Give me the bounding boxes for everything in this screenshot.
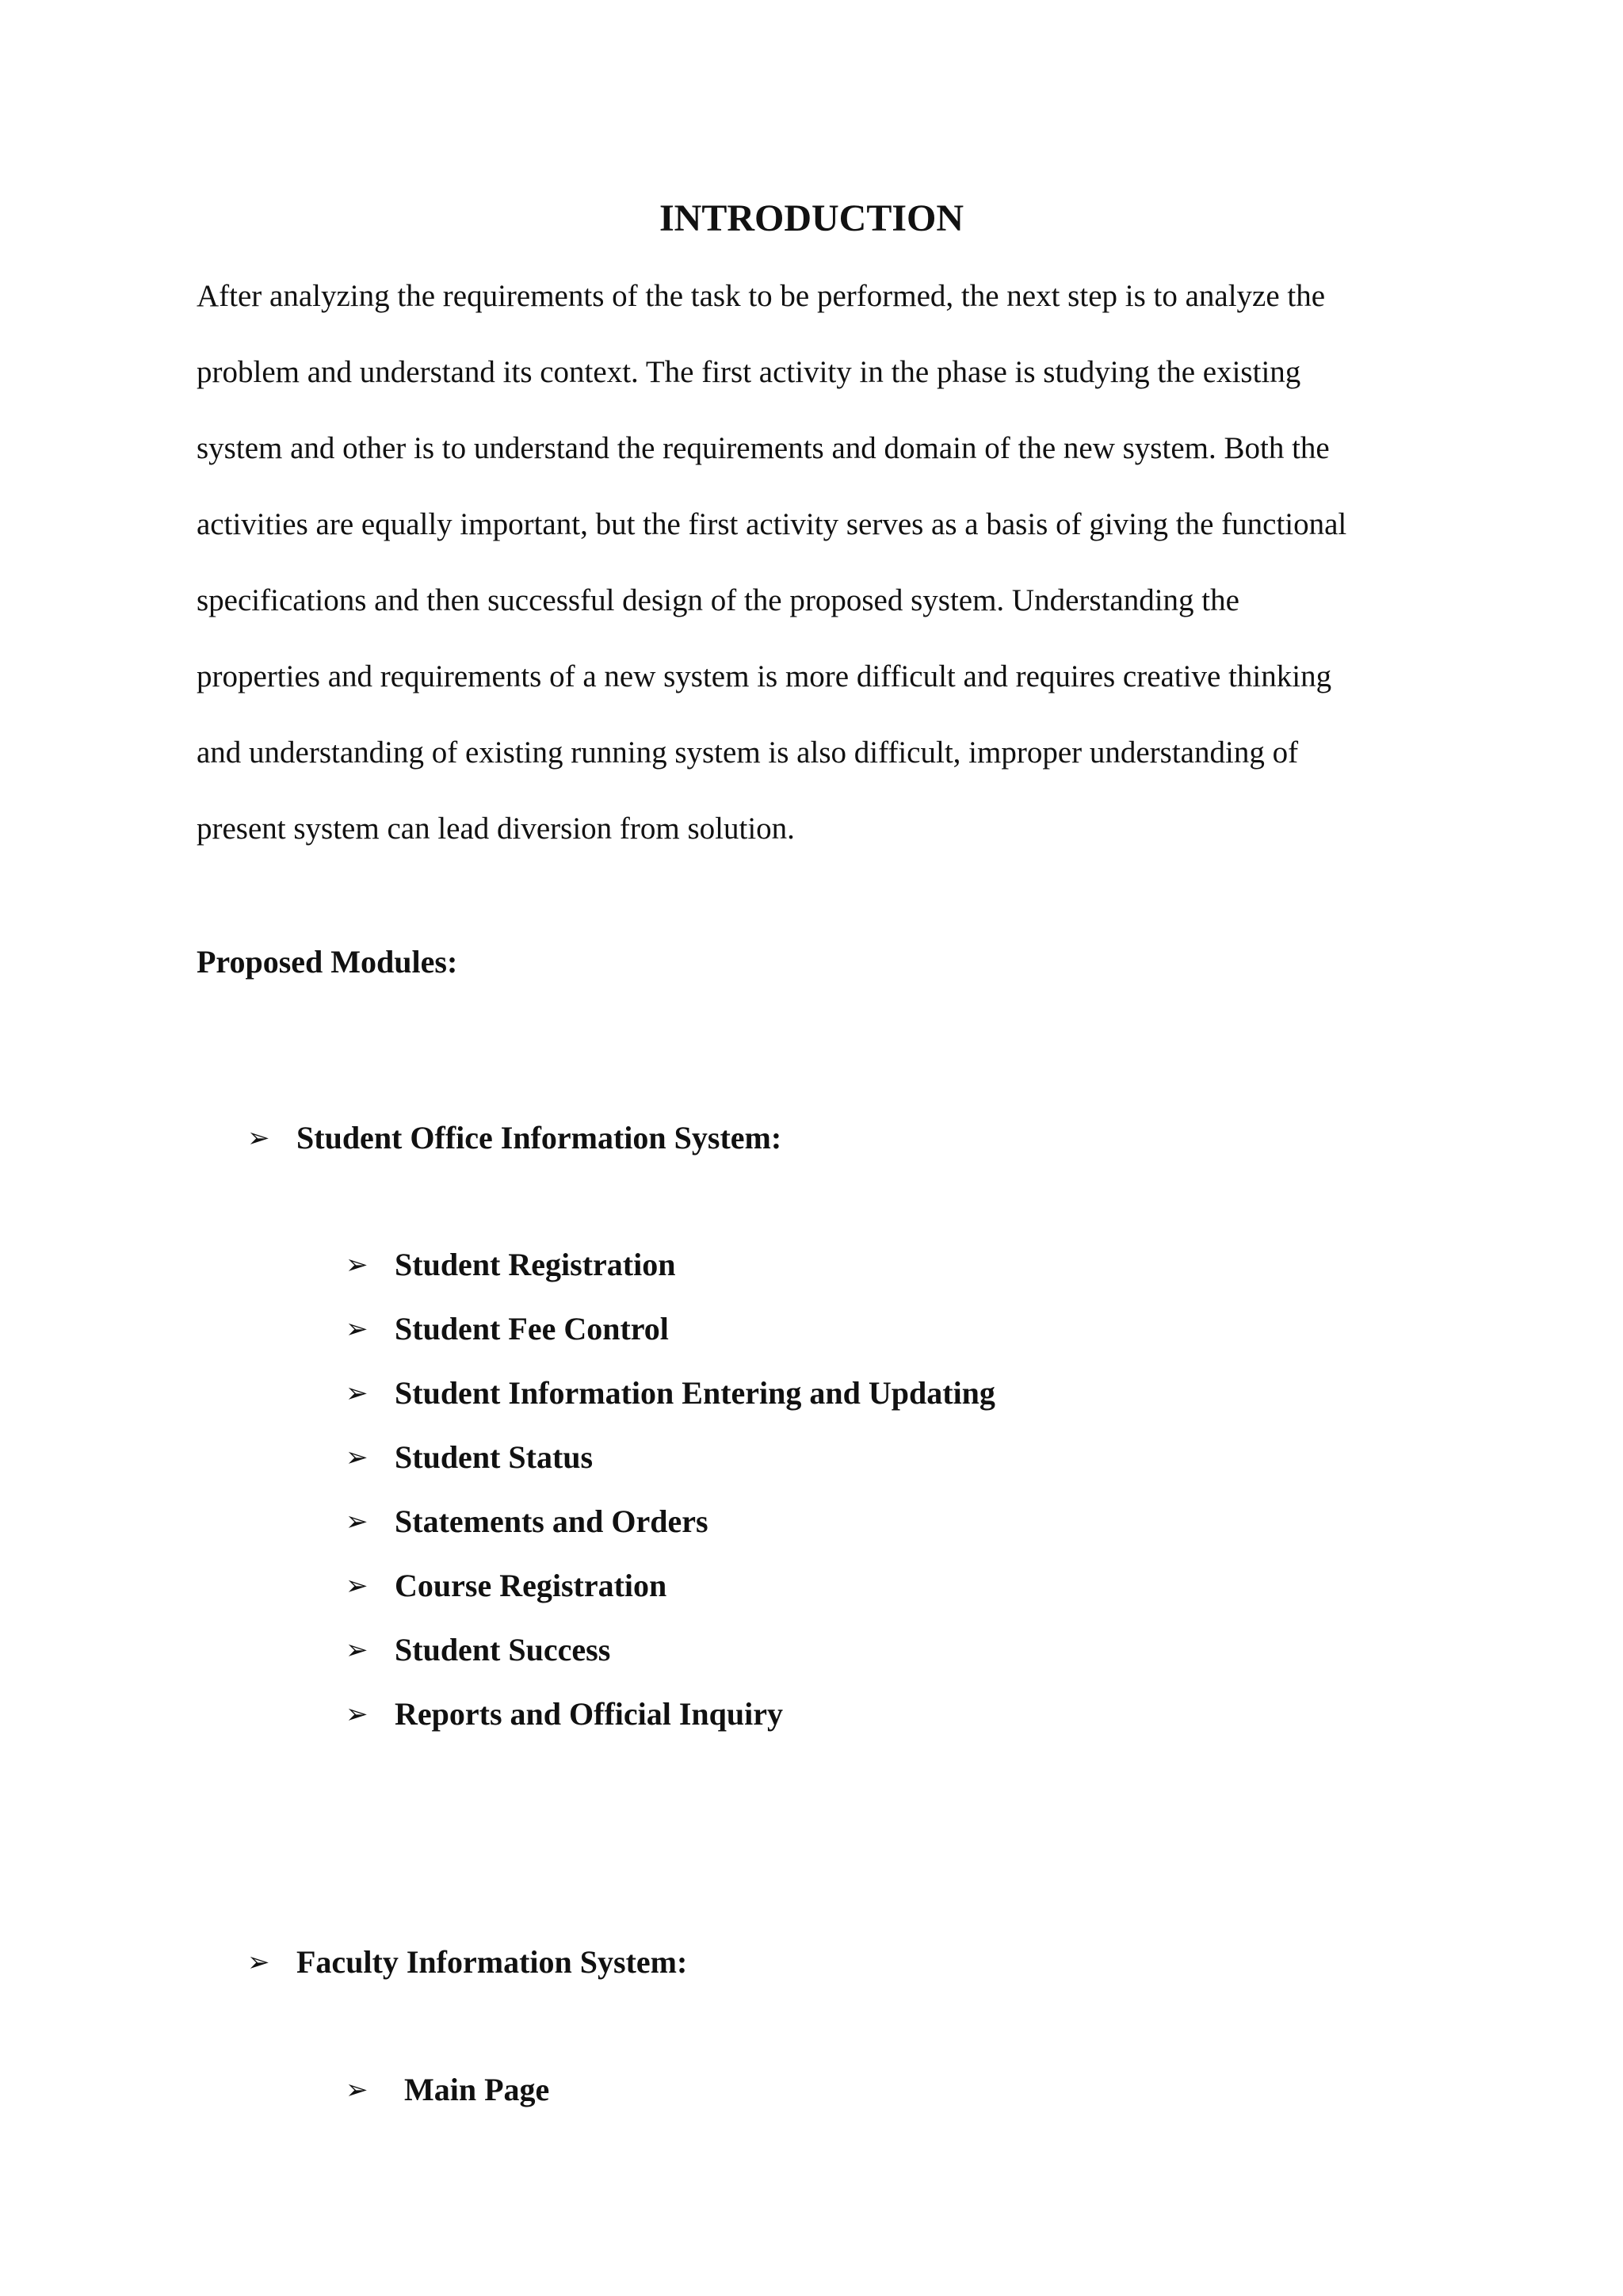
arrow-bullet-icon: ➢ bbox=[346, 1379, 369, 1408]
arrow-bullet-icon: ➢ bbox=[346, 1507, 369, 1537]
arrow-bullet-icon: ➢ bbox=[346, 1443, 369, 1473]
intro-line: and understanding of existing running system is also difficult, improper understanding of bbox=[197, 735, 1299, 770]
list-item-label: Student Information Entering and Updating bbox=[395, 1375, 995, 1411]
list-item bbox=[346, 1425, 995, 1489]
list-item-label: Student Status bbox=[395, 1439, 594, 1475]
section-heading-proposed-modules: Proposed Modules: bbox=[197, 944, 458, 980]
module-faculty-information-system bbox=[247, 1937, 687, 1988]
list-item bbox=[346, 1297, 995, 1361]
intro-line: problem and understand its context. The first activity in the phase is studying the existing bbox=[197, 355, 1301, 389]
list-item bbox=[346, 1232, 995, 1297]
page-title: INTRODUCTION bbox=[659, 197, 964, 239]
arrow-bullet-icon: ➢ bbox=[346, 1251, 369, 1280]
intro-line: properties and requirements of a new system is more difficult and requires creative thinking bbox=[197, 659, 1332, 693]
arrow-bullet-icon: ➢ bbox=[346, 2076, 369, 2105]
arrow-bullet-icon: ➢ bbox=[346, 1636, 369, 1665]
student-office-module-list bbox=[346, 1232, 995, 1746]
module-label: Student Office Information System: bbox=[296, 1120, 782, 1156]
list-item bbox=[346, 1361, 995, 1425]
intro-paragraph bbox=[197, 258, 1433, 867]
arrow-bullet-icon: ➢ bbox=[346, 1572, 369, 1601]
faculty-module-list bbox=[346, 2057, 549, 2122]
intro-line: specifications and then successful design of the proposed system. Understanding the bbox=[197, 583, 1239, 617]
list-item bbox=[346, 1489, 995, 1553]
list-item bbox=[346, 1618, 995, 1682]
intro-line: system and other is to understand the requirements and domain of the new system. Both the bbox=[197, 431, 1330, 465]
arrow-bullet-icon: ➢ bbox=[346, 1700, 369, 1729]
list-item bbox=[346, 1553, 995, 1618]
list-item-label: Course Registration bbox=[395, 1568, 667, 1603]
list-item bbox=[346, 2057, 549, 2122]
module-label: Faculty Information System: bbox=[296, 1944, 688, 1980]
module-student-office-information-system bbox=[247, 1113, 781, 1164]
list-item-label: Student Registration bbox=[395, 1247, 676, 1282]
list-item-label: Main Page bbox=[404, 2072, 550, 2107]
list-item-label: Statements and Orders bbox=[395, 1503, 708, 1539]
intro-line: present system can lead diversion from solution. bbox=[197, 812, 795, 846]
arrow-bullet-icon: ➢ bbox=[247, 1948, 270, 1977]
arrow-bullet-icon: ➢ bbox=[346, 1315, 369, 1344]
arrow-bullet-icon: ➢ bbox=[247, 1124, 270, 1153]
list-item bbox=[346, 1682, 995, 1746]
list-item-label: Reports and Official Inquiry bbox=[395, 1696, 784, 1732]
intro-line: After analyzing the requirements of the task to be performed, the next step is to analyze the bbox=[197, 279, 1326, 313]
list-item-label: Student Success bbox=[395, 1632, 611, 1668]
list-item-label: Student Fee Control bbox=[395, 1311, 669, 1347]
intro-line: activities are equally important, but the first activity serves as a basis of giving the functional bbox=[197, 507, 1347, 541]
